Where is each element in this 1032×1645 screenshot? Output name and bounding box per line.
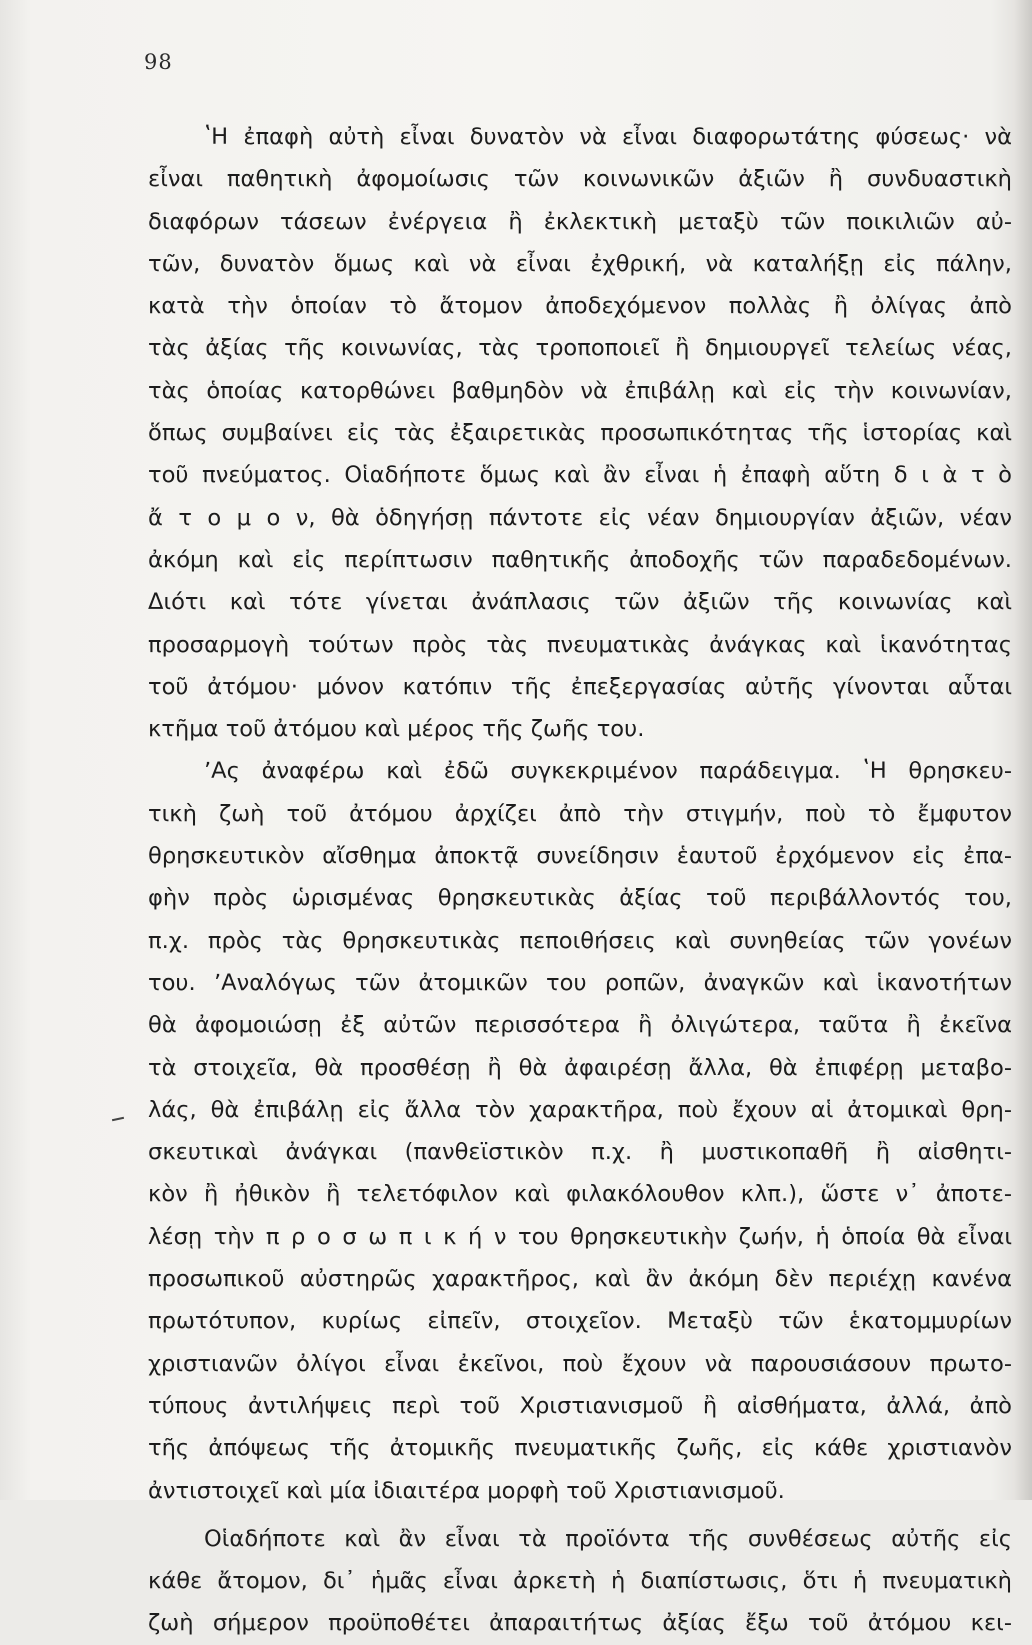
text-line: προσωπικοῦ αὐστηρῶς χαρακτῆρος, καὶ ἂν ἀκόμη δὲν περιέχῃ κανένα (148, 1266, 1012, 1293)
text-line: λάς, θὰ ἐπιβάλῃ εἰς ἄλλα τὸν χαρακτῆρα, ποὺ ἔχουν αἱ ἀτομικαὶ θρη- (148, 1096, 1012, 1123)
text-line: τῶν, δυνατὸν ὅμως καὶ νὰ εἶναι ἐχθρική, νὰ καταλήξῃ εἰς πάλην, (148, 250, 1012, 277)
text-line: ἀντιστοιχεῖ καὶ μία ἰδιαιτέρα μορφὴ τοῦ Χριστιανισμοῦ. (148, 1477, 785, 1504)
text-line: τοῦ ἀτόμου· μόνον κατόπιν τῆς ἐπεξεργασίας αὐτῆς γίνονται αὗται (148, 673, 1012, 700)
text-line: ζωὴ σήμερον προϋποθέτει ἀπαραιτήτως ἀξίας ἔξω τοῦ ἀτόμου κει- (148, 1610, 1012, 1637)
text-line: λέσῃ τὴν π ρ ο σ ω π ι κ ή ν του θρησκευτικὴν ζωήν, ἡ ὁποία θὰ εἶναι (148, 1223, 1012, 1250)
text-line: τὰς ὁποίας κατορθώνει βαθμηδὸν νὰ ἐπιβάλῃ καὶ εἰς τὴν κοινωνίαν, (148, 377, 1012, 404)
text-line: προσαρμογὴ τούτων πρὸς τὰς πνευματικὰς ἀνάγκας καὶ ἱκανότητας (148, 631, 1012, 658)
text-line: κατὰ τὴν ὁποίαν τὸ ἄτομον ἀποδεχόμενον πολλὰς ἢ ὀλίγας ἀπὸ (148, 293, 1012, 320)
text-line: πρωτότυπον, κυρίως εἰπεῖν, στοιχεῖον. Μεταξὺ τῶν ἑκατομμυρίων (148, 1308, 1012, 1335)
text-line: θὰ ἀφομοιώσῃ ἐξ αὐτῶν περισσότερα ἢ ὀλιγώτερα, ταῦτα ἢ ἐκεῖνα (148, 1012, 1012, 1039)
text-line: τοῦ πνεύματος. Οἱαδήποτε ὅμως καὶ ἂν εἶναι ἡ ἐπαφὴ αὕτη δ ι ὰ τ ὸ (148, 462, 1012, 489)
text-line: Οἱαδήποτε καὶ ἂν εἶναι τὰ προϊόντα τῆς συνθέσεως αὐτῆς εἰς (204, 1525, 1012, 1552)
text-line: θρησκευτικὸν αἴσθημα ἀποκτᾷ συνείδησιν ἑαυτοῦ ἐρχόμενον εἰς ἐπα- (148, 843, 1012, 870)
text-line: ʼΑς ἀναφέρω καὶ ἐδῶ συγκεκριμένον παράδειγμα. ʽΗ θρησκευ- (204, 758, 1012, 785)
text-line: π.χ. πρὸς τὰς θρησκευτικὰς πεποιθήσεις καὶ συνηθείας τῶν γονέων (148, 927, 1012, 954)
body-text (148, 116, 1012, 1645)
text-line: εἶναι παθητικὴ ἀφομοίωσις τῶν κοινωνικῶν ἀξιῶν ἢ συνδυαστικὴ (148, 166, 1012, 193)
page-number: 98 (144, 50, 173, 74)
text-line: τικὴ ζωὴ τοῦ ἀτόμου ἀρχίζει ἀπὸ τὴν στιγμήν, ποὺ τὸ ἔμφυτον (148, 800, 1012, 827)
text-line: χριστιανῶν ὀλίγοι εἶναι ἐκεῖνοι, ποὺ ἔχουν νὰ παρουσιάσουν πρωτο- (148, 1350, 1012, 1377)
text-line: σκευτικαὶ ἀνάγκαι (πανθεϊστικὸν π.χ. ἢ μυστικοπαθῆ ἢ αἰσθητι- (148, 1139, 1012, 1166)
text-line: κάθε ἄτομον, δι᾽ ἡμᾶς εἶναι ἀρκετὴ ἡ διαπίστωσις, ὅτι ἡ πνευματικὴ (148, 1568, 1012, 1595)
text-line: ʽΗ ἐπαφὴ αὐτὴ εἶναι δυνατὸν νὰ εἶναι διαφορωτάτης φύσεως· νὰ (204, 124, 1012, 150)
text-line: ἄ τ ο μ ο ν, θὰ ὁδηγήσῃ πάντοτε εἰς νέαν δημιουργίαν ἀξιῶν, νέαν (148, 504, 1012, 531)
text-line: ἀκόμη καὶ εἰς περίπτωσιν παθητικῆς ἀποδοχῆς τῶν παραδεδομένων. (148, 546, 1012, 573)
text-line: ὅπως συμβαίνει εἰς τὰς ἐξαιρετικὰς προσωπικότητας τῆς ἱστορίας καὶ (148, 420, 1012, 447)
text-line: κὸν ἢ ἠθικὸν ἢ τελετόφιλον καὶ φιλακόλουθον κλπ.), ὥστε ν᾽ ἀποτε- (148, 1181, 1012, 1208)
text-line: φὴν πρὸς ὡρισμένας θρησκευτικὰς ἀξίας τοῦ περιβάλλοντός του, (148, 885, 1012, 912)
text-line: τὰς ἀξίας τῆς κοινωνίας, τὰς τροποποιεῖ ἢ δημιουργεῖ τελείως νέας, (148, 335, 1012, 362)
text-line: διαφόρων τάσεων ἐνέργεια ἢ ἐκλεκτικὴ μεταξὺ τῶν ποικιλιῶν αὐ- (148, 208, 1012, 235)
text-line: τὰ στοιχεῖα, θὰ προσθέσῃ ἢ θὰ ἀφαιρέσῃ ἄλλα, θὰ ἐπιφέρῃ μεταβο- (148, 1054, 1012, 1081)
text-line: του. ʼΑναλόγως τῶν ἀτομικῶν του ροπῶν, ἀναγκῶν καὶ ἱκανοτήτων (148, 969, 1012, 996)
page-edge-shadow (1014, 0, 1032, 1500)
text-line: τῆς ἀπόψεως τῆς ἀτομικῆς πνευματικῆς ζωῆς, εἰς κάθε χριστιανὸν (148, 1435, 1012, 1462)
text-line: τύπους ἀντιλήψεις περὶ τοῦ Χριστιανισμοῦ ἢ αἰσθήματα, ἀλλά, ἀπὸ (148, 1392, 1012, 1419)
text-line: κτῆμα τοῦ ἀτόμου καὶ μέρος τῆς ζωῆς του. (148, 716, 645, 743)
margin-pencil-mark (112, 1117, 124, 1121)
text-line: Διότι καὶ τότε γίνεται ἀνάπλασις τῶν ἀξιῶν τῆς κοινωνίας καὶ (148, 589, 1012, 616)
